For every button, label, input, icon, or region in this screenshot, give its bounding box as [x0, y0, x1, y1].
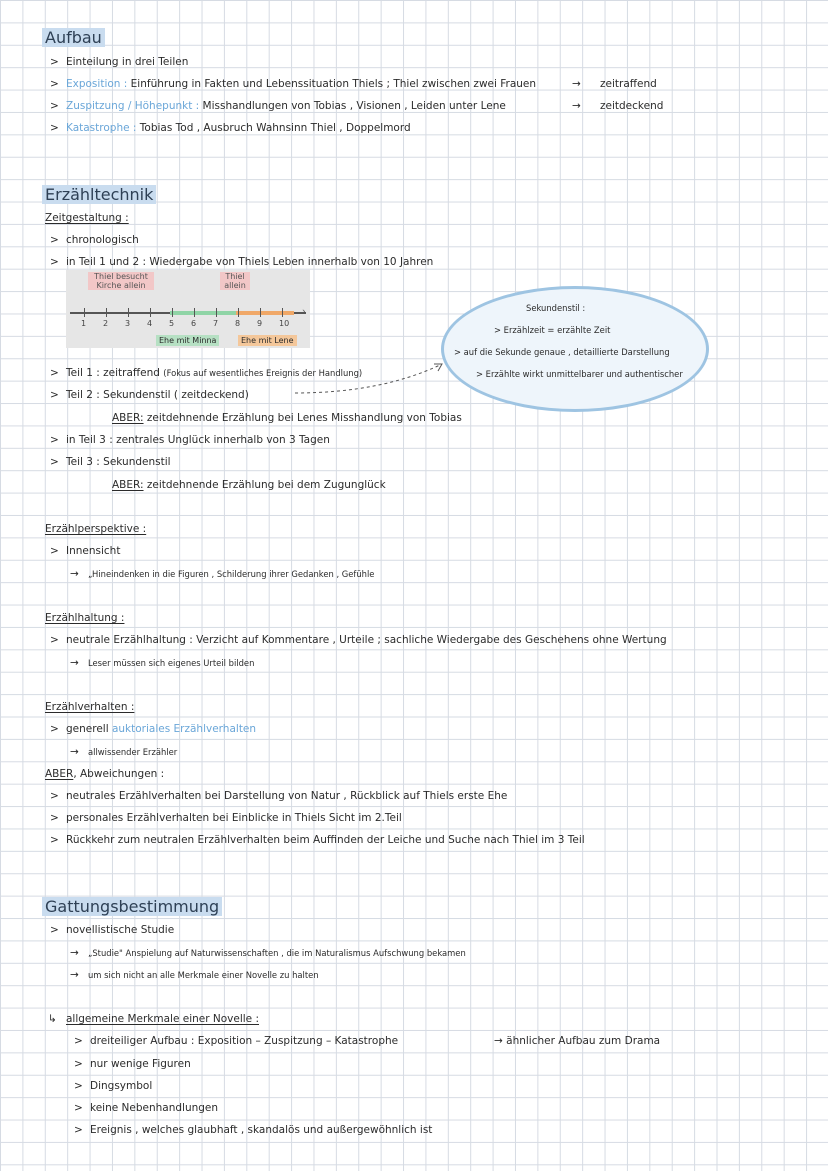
- timeline-tick-label: 9: [257, 319, 263, 328]
- timeline-tick-label: 8: [235, 319, 241, 328]
- bullet-icon: >: [50, 367, 59, 379]
- bullet-icon: >: [50, 78, 59, 90]
- aber-text: zeitdehnende Erzählung bei dem Zugunglück: [146, 479, 386, 491]
- perspektive-line-1: Innensicht: [66, 545, 121, 557]
- perspektive-heading: Erzählperspektive :: [45, 523, 147, 535]
- timeline-tick-label: 4: [147, 319, 153, 328]
- katastrophe-text: Tobias Tod , Ausbruch Wahnsinn Thiel , Doppelmord: [139, 122, 411, 134]
- timeline-tick-label: 10: [279, 319, 290, 328]
- timeline-tick-mark: [128, 308, 129, 317]
- teil3-text: Sekundenstil: [103, 456, 171, 468]
- zeit-line-7: [66, 455, 171, 469]
- bubble-title: Sekundenstil :: [526, 303, 586, 313]
- zeit-line-6: in Teil 3 : zentrales Unglück innerhalb von 3 Tagen: [66, 434, 330, 446]
- timeline-tick-mark: [216, 308, 217, 317]
- verhalten-heading: Erzählverhalten :: [45, 701, 135, 713]
- bullet-icon: >: [50, 256, 59, 268]
- aufbau-line-4: [66, 121, 411, 135]
- bullet-icon: >: [74, 1102, 83, 1114]
- verhalten-line-3: [45, 767, 164, 781]
- merkmal-3: Dingsymbol: [90, 1080, 153, 1092]
- aber-text: zeitdehnende Erzählung bei Lenes Misshandlung von Tobias: [146, 412, 462, 424]
- merkmal-5: Ereignis , welches glaubhaft , skandalös und außergewöhnlich ist: [90, 1124, 433, 1136]
- timeline-diagram: [66, 270, 310, 348]
- bullet-icon: >: [50, 434, 59, 446]
- arrow-icon: →: [70, 657, 79, 669]
- verhalten-line-5: personales Erzählverhalten bei Einblicke in Thiels Sicht im 2.Teil: [66, 812, 402, 824]
- abweichungen-text: , Abweichungen :: [73, 768, 165, 780]
- bullet-icon: >: [50, 234, 59, 246]
- aufbau-line-2: [66, 77, 536, 91]
- timeline-tick-mark: [238, 308, 239, 317]
- arrow-icon: →: [70, 746, 79, 758]
- timeline-tick-mark: [260, 308, 261, 317]
- merkmal-1: dreiteiliger Aufbau : Exposition – Zuspitzung – Katastrophe: [90, 1035, 399, 1047]
- exposition-label: Exposition :: [66, 78, 128, 90]
- perspektive-line-2: „Hineindenken in die Figuren , Schilderung ihrer Gedanken , Gefühle: [88, 569, 375, 579]
- timeline-tick-label: 1: [81, 319, 87, 328]
- bullet-icon: >: [50, 812, 59, 824]
- arrow-icon: →: [70, 969, 79, 981]
- exposition-note: zeitraffend: [600, 78, 657, 90]
- bullet-icon: >: [50, 924, 59, 936]
- arrow-icon: →: [70, 947, 79, 959]
- bullet-icon: >: [50, 456, 59, 468]
- zuspitzung-note: zeitdeckend: [600, 100, 664, 112]
- bullet-icon: >: [74, 1035, 83, 1047]
- bullet-icon: >: [50, 56, 59, 68]
- verhalten-generell: generell: [66, 723, 109, 735]
- bubble-line-2: > auf die Sekunde genaue , detaillierte Darstellung: [454, 347, 670, 357]
- verhalten-line-4: neutrales Erzählverhalten bei Darstellung von Natur , Rückblick auf Thiels erste Ehe: [66, 790, 508, 802]
- bullet-icon: >: [50, 122, 59, 134]
- aufbau-line-3: [66, 99, 506, 113]
- teil3-label: Teil 3 :: [66, 456, 100, 468]
- timeline-tick-mark: [106, 308, 107, 317]
- verhalten-line-2: allwissender Erzähler: [88, 747, 178, 757]
- merkmal-4: keine Nebenhandlungen: [90, 1102, 219, 1114]
- bullet-icon: >: [50, 723, 59, 735]
- timeline-arrowhead-icon: ›: [302, 307, 306, 317]
- timeline-tick-label: 5: [169, 319, 175, 328]
- merkmale-heading: allgemeine Merkmale einer Novelle :: [66, 1013, 260, 1025]
- arrow-icon: →: [70, 568, 79, 580]
- arrow-icon: →: [572, 100, 581, 112]
- bullet-icon: >: [50, 834, 59, 846]
- zuspitzung-text: Misshandlungen von Tobias , Visionen , Leiden unter Lene: [202, 100, 506, 112]
- haltung-heading: Erzählhaltung :: [45, 612, 125, 624]
- gattung-line-2: „Studie" Anspielung auf Naturwissenschaften , die im Naturalismus Aufschwung bekamen: [88, 948, 466, 958]
- zeit-line-5: [112, 411, 462, 425]
- timeline-label-minna: Ehe mit Minna: [156, 335, 219, 346]
- bullet-icon: >: [74, 1124, 83, 1136]
- teil2-text: Sekundenstil ( zeitdeckend): [103, 389, 249, 401]
- verhalten-line-6: Rückkehr zum neutralen Erzählverhalten beim Auffinden der Leiche und Suche nach Thiel im 3 Teil: [66, 834, 585, 846]
- zeit-line-1: chronologisch: [66, 234, 139, 246]
- bubble-line-1: > Erzählzeit = erzählte Zeit: [494, 325, 611, 335]
- teil1-text: zeitraffend: [103, 367, 160, 379]
- verhalten-line-1: [66, 722, 256, 736]
- bubble-line-3: > Erzählte wirkt unmittelbarer und authentischer: [476, 369, 683, 379]
- bullet-icon: >: [74, 1058, 83, 1070]
- bullet-icon: >: [74, 1080, 83, 1092]
- merkmal-2: nur wenige Figuren: [90, 1058, 191, 1070]
- aber-label: ABER:: [112, 412, 144, 424]
- teil2-label: Teil 2 :: [66, 389, 100, 401]
- timeline-tick-label: 3: [125, 319, 131, 328]
- section-title-gattung: Gattungsbestimmung: [42, 897, 222, 916]
- aber-label: ABER: [45, 768, 74, 780]
- bullet-icon: >: [50, 545, 59, 557]
- timeline-event-kirche: Thiel besucht Kirche allein: [88, 272, 154, 290]
- verhalten-auktorial: auktoriales Erzählverhalten: [111, 723, 257, 735]
- gattung-line-1: novellistische Studie: [66, 924, 175, 936]
- bullet-icon: >: [50, 100, 59, 112]
- exposition-text: Einführung in Fakten und Lebenssituation Thiels ; Thiel zwischen zwei Frauen: [130, 78, 537, 90]
- timeline-segment-minna: [170, 311, 236, 315]
- aufbau-line-1: Einteilung in drei Teilen: [66, 56, 189, 68]
- timeline-tick-mark: [194, 308, 195, 317]
- timeline-tick-mark: [282, 308, 283, 317]
- arrow-icon: →: [572, 78, 581, 90]
- timeline-tick-mark: [150, 308, 151, 317]
- zeit-line-4: [66, 388, 249, 402]
- gattung-line-3: um sich nicht an alle Merkmale einer Novelle zu halten: [88, 970, 319, 980]
- timeline-tick-label: 6: [191, 319, 197, 328]
- aber-label: ABER:: [112, 479, 144, 491]
- zeitgestaltung-heading: Zeitgestaltung :: [45, 212, 129, 224]
- timeline-tick-label: 7: [213, 319, 219, 328]
- zeit-line-8: [112, 478, 386, 492]
- section-title-aufbau: Aufbau: [42, 28, 105, 47]
- teil1-note: (Fokus auf wesentliches Ereignis der Handlung): [163, 368, 363, 378]
- merkmal-1-note: → ähnlicher Aufbau zum Drama: [494, 1035, 661, 1047]
- zeit-line-2: in Teil 1 und 2 : Wiedergabe von Thiels Leben innerhalb von 10 Jahren: [66, 256, 434, 268]
- timeline-tick-mark: [84, 308, 85, 317]
- zuspitzung-label: Zuspitzung / Höhepunkt :: [66, 100, 200, 112]
- katastrophe-label: Katastrophe :: [66, 122, 137, 134]
- section-title-erzaehltechnik: Erzähltechnik: [42, 185, 156, 204]
- haltung-line-1: neutrale Erzählhaltung : Verzicht auf Kommentare , Urteile ; sachliche Wiedergabe des Geschehens ohne Wertung: [66, 634, 667, 646]
- bullet-icon: >: [50, 790, 59, 802]
- zeit-line-3: [66, 366, 362, 380]
- bullet-icon: >: [50, 389, 59, 401]
- timeline-event-allein: Thiel allein: [220, 272, 250, 290]
- timeline-label-lene: Ehe mit Lene: [238, 335, 297, 346]
- bullet-icon: >: [50, 634, 59, 646]
- teil1-label: Teil 1 :: [66, 367, 100, 379]
- timeline-tick-mark: [172, 308, 173, 317]
- timeline-tick-label: 2: [103, 319, 109, 328]
- timeline-segment-lene: [236, 311, 294, 315]
- hook-arrow-icon: ↳: [48, 1013, 57, 1025]
- haltung-line-2: Leser müssen sich eigenes Urteil bilden: [88, 658, 255, 668]
